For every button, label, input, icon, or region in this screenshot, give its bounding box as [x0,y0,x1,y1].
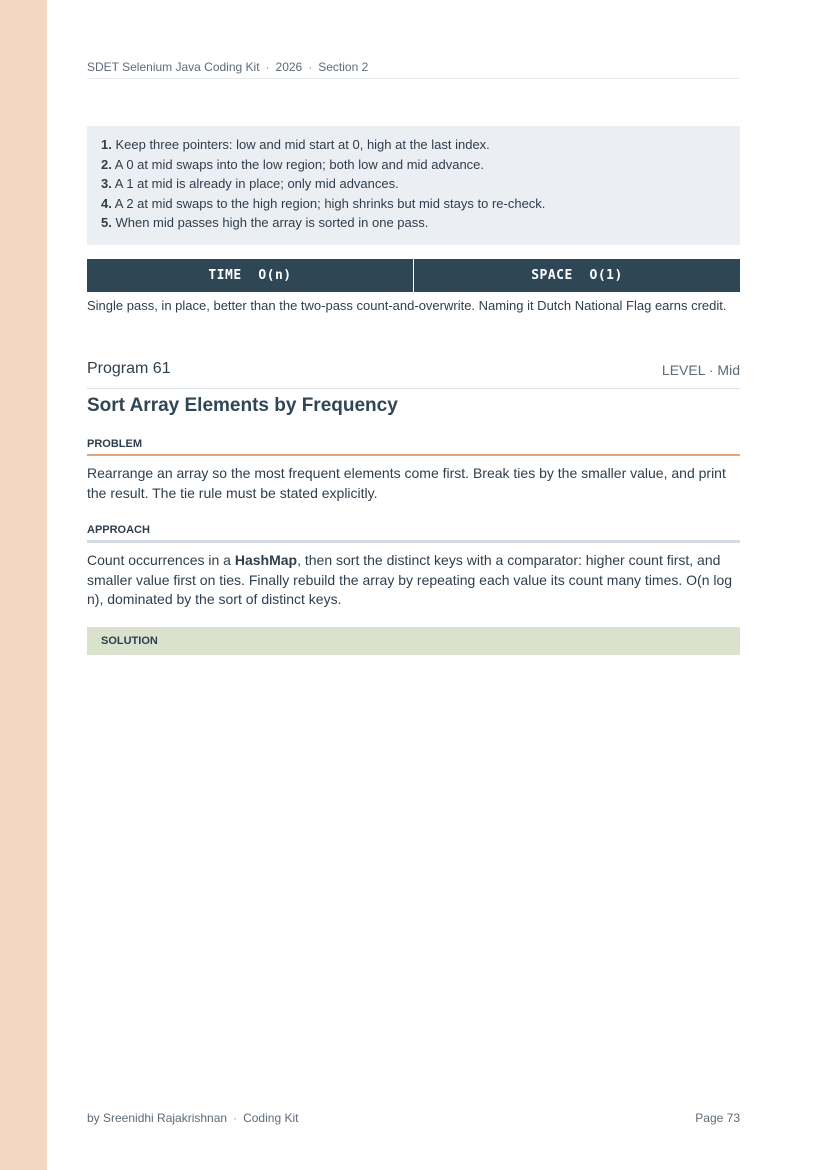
page-footer [87,1111,740,1125]
program-title: Sort Array Elements by Frequency [87,395,398,416]
step-number: 3. [101,176,112,192]
footer-kit: Coding Kit [243,1111,299,1125]
step-text: Keep three pointers: low and mid start at 0, high at the last index. [115,137,490,152]
step-item [101,135,726,155]
approach-heading: APPROACH [87,524,740,543]
approach-text [87,551,740,610]
step-text: When mid passes high the array is sorted in one pass. [115,215,429,231]
complexity-note: Single pass, in place, better than the two-pass count-and-overwrite. Naming it Dutch National Flag earns credit. [87,298,727,313]
program-number: Program 61 [87,360,171,377]
header-section: Section 2 [318,60,369,74]
solution-heading [87,627,740,655]
running-header: SDET Selenium Java Coding Kit · 2026 · Section 2 [87,60,740,79]
approach-text-before: Count occurrences in a [87,552,235,568]
approach-text-after: , then sort the distinct keys with a comparator: higher count first, and smaller value first on ties. Finally rebuild the array by repeating each value its count many times. O(n log n), dominated by the sort of distinct keys. [87,552,733,607]
problem-text: Rearrange an array so the most frequent elements come first. Break ties by the smaller value, and print the result. The tie rule must be stated explicitly. [87,465,726,501]
step-text: A 2 at mid swaps to the high region; high shrinks but mid stays to re-check. [114,195,546,211]
side-accent-strip [0,0,47,1170]
level-badge: LEVEL · Mid [661,362,740,378]
page-number: Page 73 [695,1111,740,1125]
step-item [101,155,726,175]
step-item [101,174,726,194]
step-text: A 1 at mid is already in place; only mid advances. [114,176,399,192]
footer-credit: by Sreenidhi Rajakrishnan · Coding Kit [87,1111,299,1125]
step-item [101,213,726,233]
header-year: 2026 [275,60,303,74]
approach-keyword: HashMap [234,552,298,568]
problem-heading: PROBLEM [87,438,740,456]
step-number: 5. [101,215,112,231]
footer-author: by Sreenidhi Rajakrishnan [87,1111,228,1125]
complexity-table [87,259,740,292]
space-complexity: SPACE O(1) [413,259,740,292]
program-header [87,360,740,389]
solution-label: SOLUTION [101,635,158,647]
step-item [101,194,726,214]
step-number: 4. [101,195,112,211]
step-number: 2. [101,156,112,172]
time-complexity: TIME O(n) [208,268,292,283]
header-title: SDET Selenium Java Coding Kit [87,60,260,74]
steps-box [87,126,740,245]
step-text: A 0 at mid swaps into the low region; both low and mid advance. [114,156,485,172]
step-number: 1. [101,137,112,152]
